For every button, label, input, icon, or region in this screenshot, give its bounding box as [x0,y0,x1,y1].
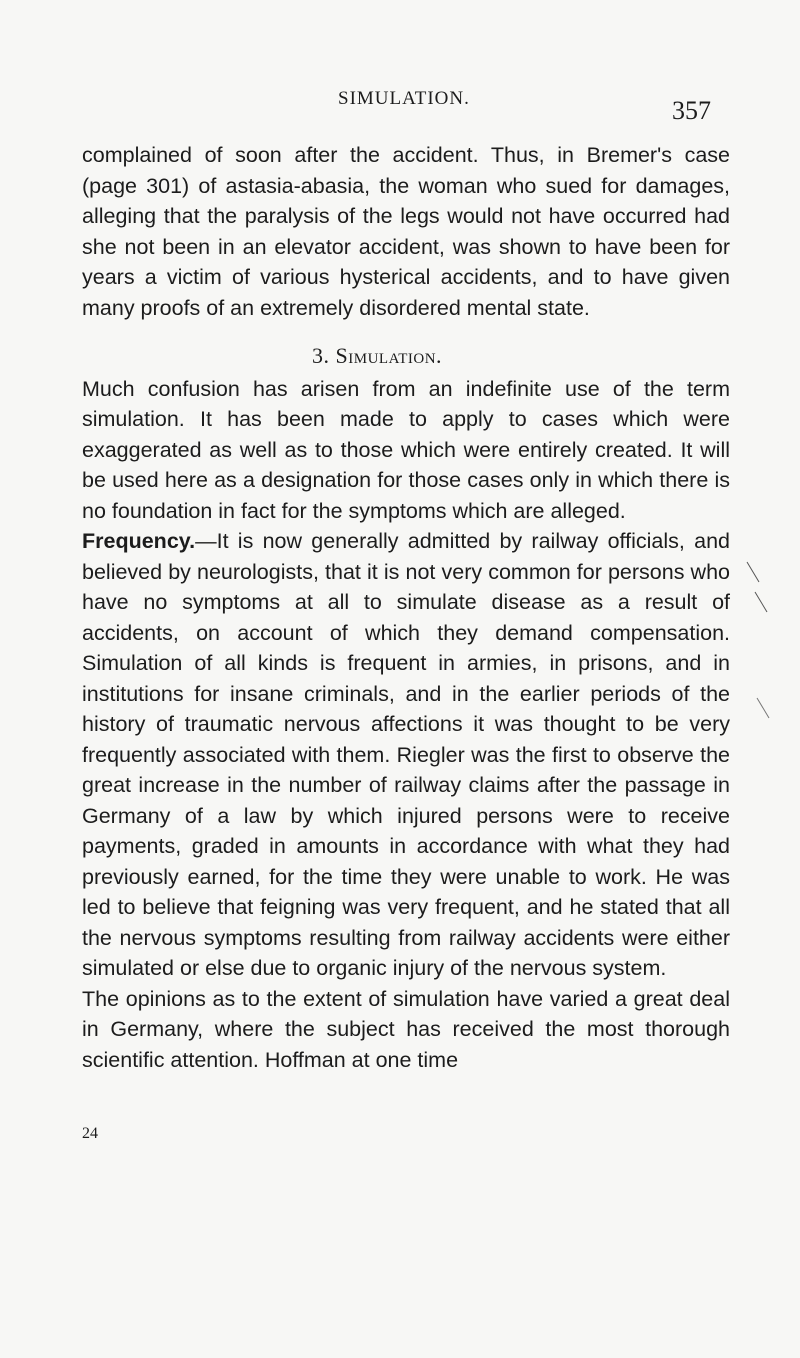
running-head: SIMULATION. [338,88,470,109]
pencil-stroke-1 [747,562,759,582]
body-text [82,140,730,1075]
paragraph-4: The opinions as to the extent of simulation have varied a great deal in Germany, where the subject has received the most thorough scientific attention. Hoffman at one time [82,986,730,1072]
section-heading: 3. Simulation. [312,343,443,368]
run-in-heading-frequency: Frequency. [82,529,196,553]
signature-mark: 24 [82,1125,98,1142]
margin-pencil-marks [745,560,775,720]
paragraph-2: Much confusion has arisen from an indefinite use of the term simulation. It has been made to apply to cases which were exaggerated as well as to those which were entirely created. It will be used here as a designation for those cases only in which there is no foundation in fact for the symptoms which are alleged. [82,376,730,523]
paragraph-1: complained of soon after the accident. Thus, in Bremer's case (page 301) of astasia-abasia, the woman who sued for damages, alleging that the paralysis of the legs would not have occurred had she not been in an elevator accident, was shown to have been for years a victim of various hysterical accidents, and to have given many proofs of an extremely disordered mental state. [82,143,730,320]
paragraph-3-text: —It is now generally admitted by railway officials, and believed by neurologists, that it is not very common for persons who have no symptoms at all to simulate disease as a result of accidents, on account of which they demand compensation. Simulation of all kinds is frequent in armies, in prisons, and in institutions for insane criminals, and in the earlier periods of the history of traumatic nervous affections it was thought to be very frequently associated with them. Riegler was the first to observe the great increase in the number of railway claims after the passage in Germany of a law by which injured persons were to receive payments, graded in amounts in accordance with what they had previously earned, for the time they were unable to work. He was led to believe that feigning was very frequent, and he stated that all the nervous symptoms resulting from railway accidents were either simulated or else due to organic injury of the nervous system. [82,529,730,980]
pencil-stroke-2 [755,592,767,612]
pencil-stroke-3 [757,698,769,718]
page-number: 357 [672,96,711,125]
paragraph-3 [82,526,730,984]
